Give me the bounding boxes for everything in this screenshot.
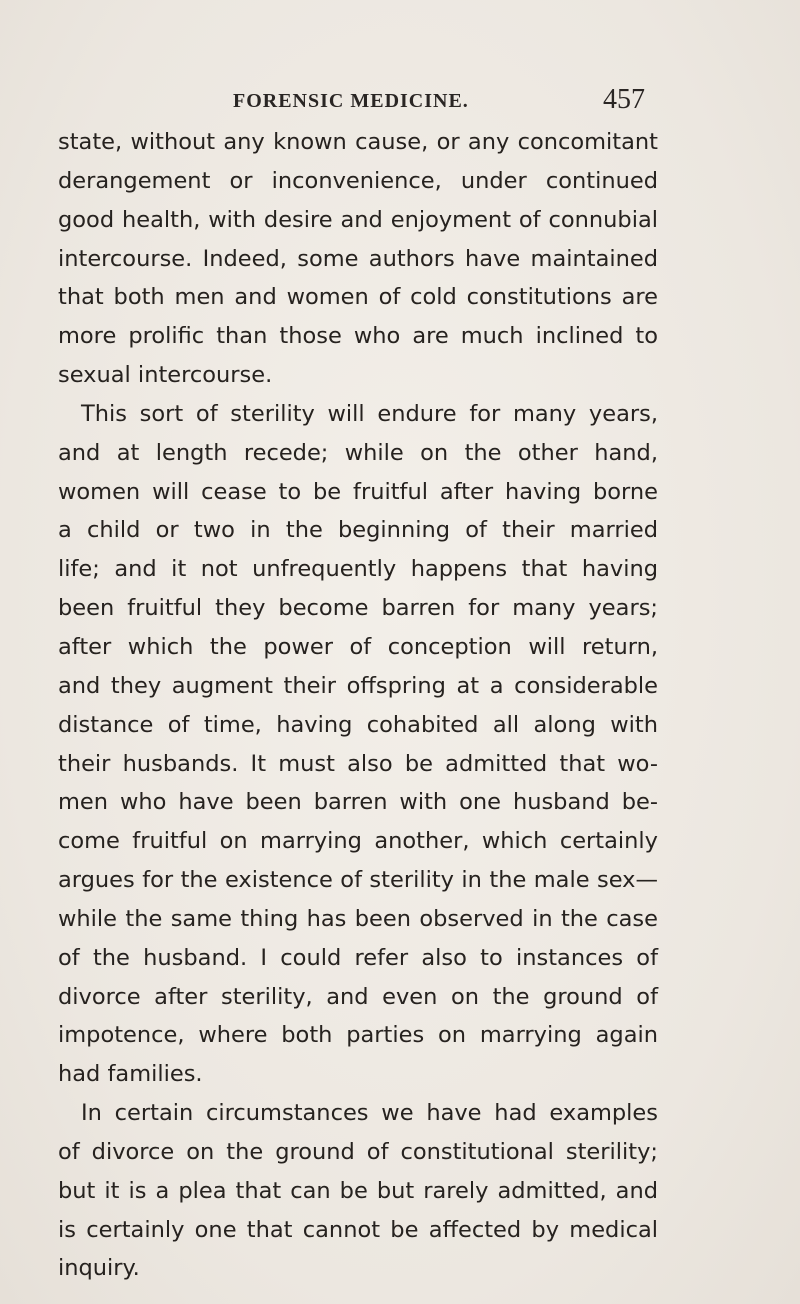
text-line: a child or two in the beginning of their married: [58, 517, 658, 544]
text-line: but it is a plea that can be but rarely admitted, and: [58, 1177, 658, 1204]
body-text: [58, 123, 658, 1288]
paragraph-start-line: This sort of sterility will endure for many years,: [81, 400, 658, 427]
text-line: and they augment their offspring at a considerable: [58, 672, 658, 699]
text-line: of divorce on the ground of constitutional sterility;: [58, 1138, 658, 1165]
text-line: and at length recede; while on the other hand,: [58, 439, 658, 466]
text-line: had families.: [58, 1061, 203, 1088]
text-line: of the husband. I could refer also to instances of: [58, 944, 658, 971]
text-line: is certainly one that cannot be affected by medical: [58, 1216, 658, 1243]
text-line: distance of time, having cohabited all along with: [58, 711, 658, 738]
text-line: state, without any known cause, or any concomitant: [58, 129, 658, 155]
paragraph-start-line: In certain circumstances we have had examples: [81, 1100, 658, 1127]
text-line: divorce after sterility, and even on the ground of: [58, 983, 658, 1010]
text-line: their husbands. It must also be admitted that wo-: [58, 750, 658, 777]
text-line: impotence, where both parties on marrying again: [58, 1022, 658, 1049]
text-line: while the same thing has been observed in the case: [58, 905, 658, 932]
text-line: more prolific than those who are much inclined to: [58, 323, 658, 350]
text-line: been fruitful they become barren for many years;: [58, 595, 658, 622]
page-header: [0, 86, 800, 122]
page-number: 457: [603, 84, 645, 115]
text-line: life; and it not unfrequently happens that having: [58, 556, 658, 583]
running-head: FORENSIC MEDICINE.: [233, 90, 469, 112]
text-line: inquiry.: [58, 1255, 140, 1282]
text-line: women will cease to be fruitful after having borne: [58, 478, 658, 505]
text-line: after which the power of conception will return,: [58, 633, 658, 660]
text-line: men who have been barren with one husband be-: [58, 789, 658, 816]
text-line: sexual intercourse.: [58, 362, 273, 389]
text-line: derangement or inconvenience, under continued: [58, 167, 658, 194]
text-line: argues for the existence of sterility in the male sex—: [58, 867, 658, 894]
text-line: that both men and women of cold constitutions are: [58, 284, 658, 311]
text-line: intercourse. Indeed, some authors have maintained: [58, 245, 658, 272]
text-line: good health, with desire and enjoyment of connubial: [58, 206, 658, 233]
text-line: come fruitful on marrying another, which certainly: [58, 828, 658, 855]
